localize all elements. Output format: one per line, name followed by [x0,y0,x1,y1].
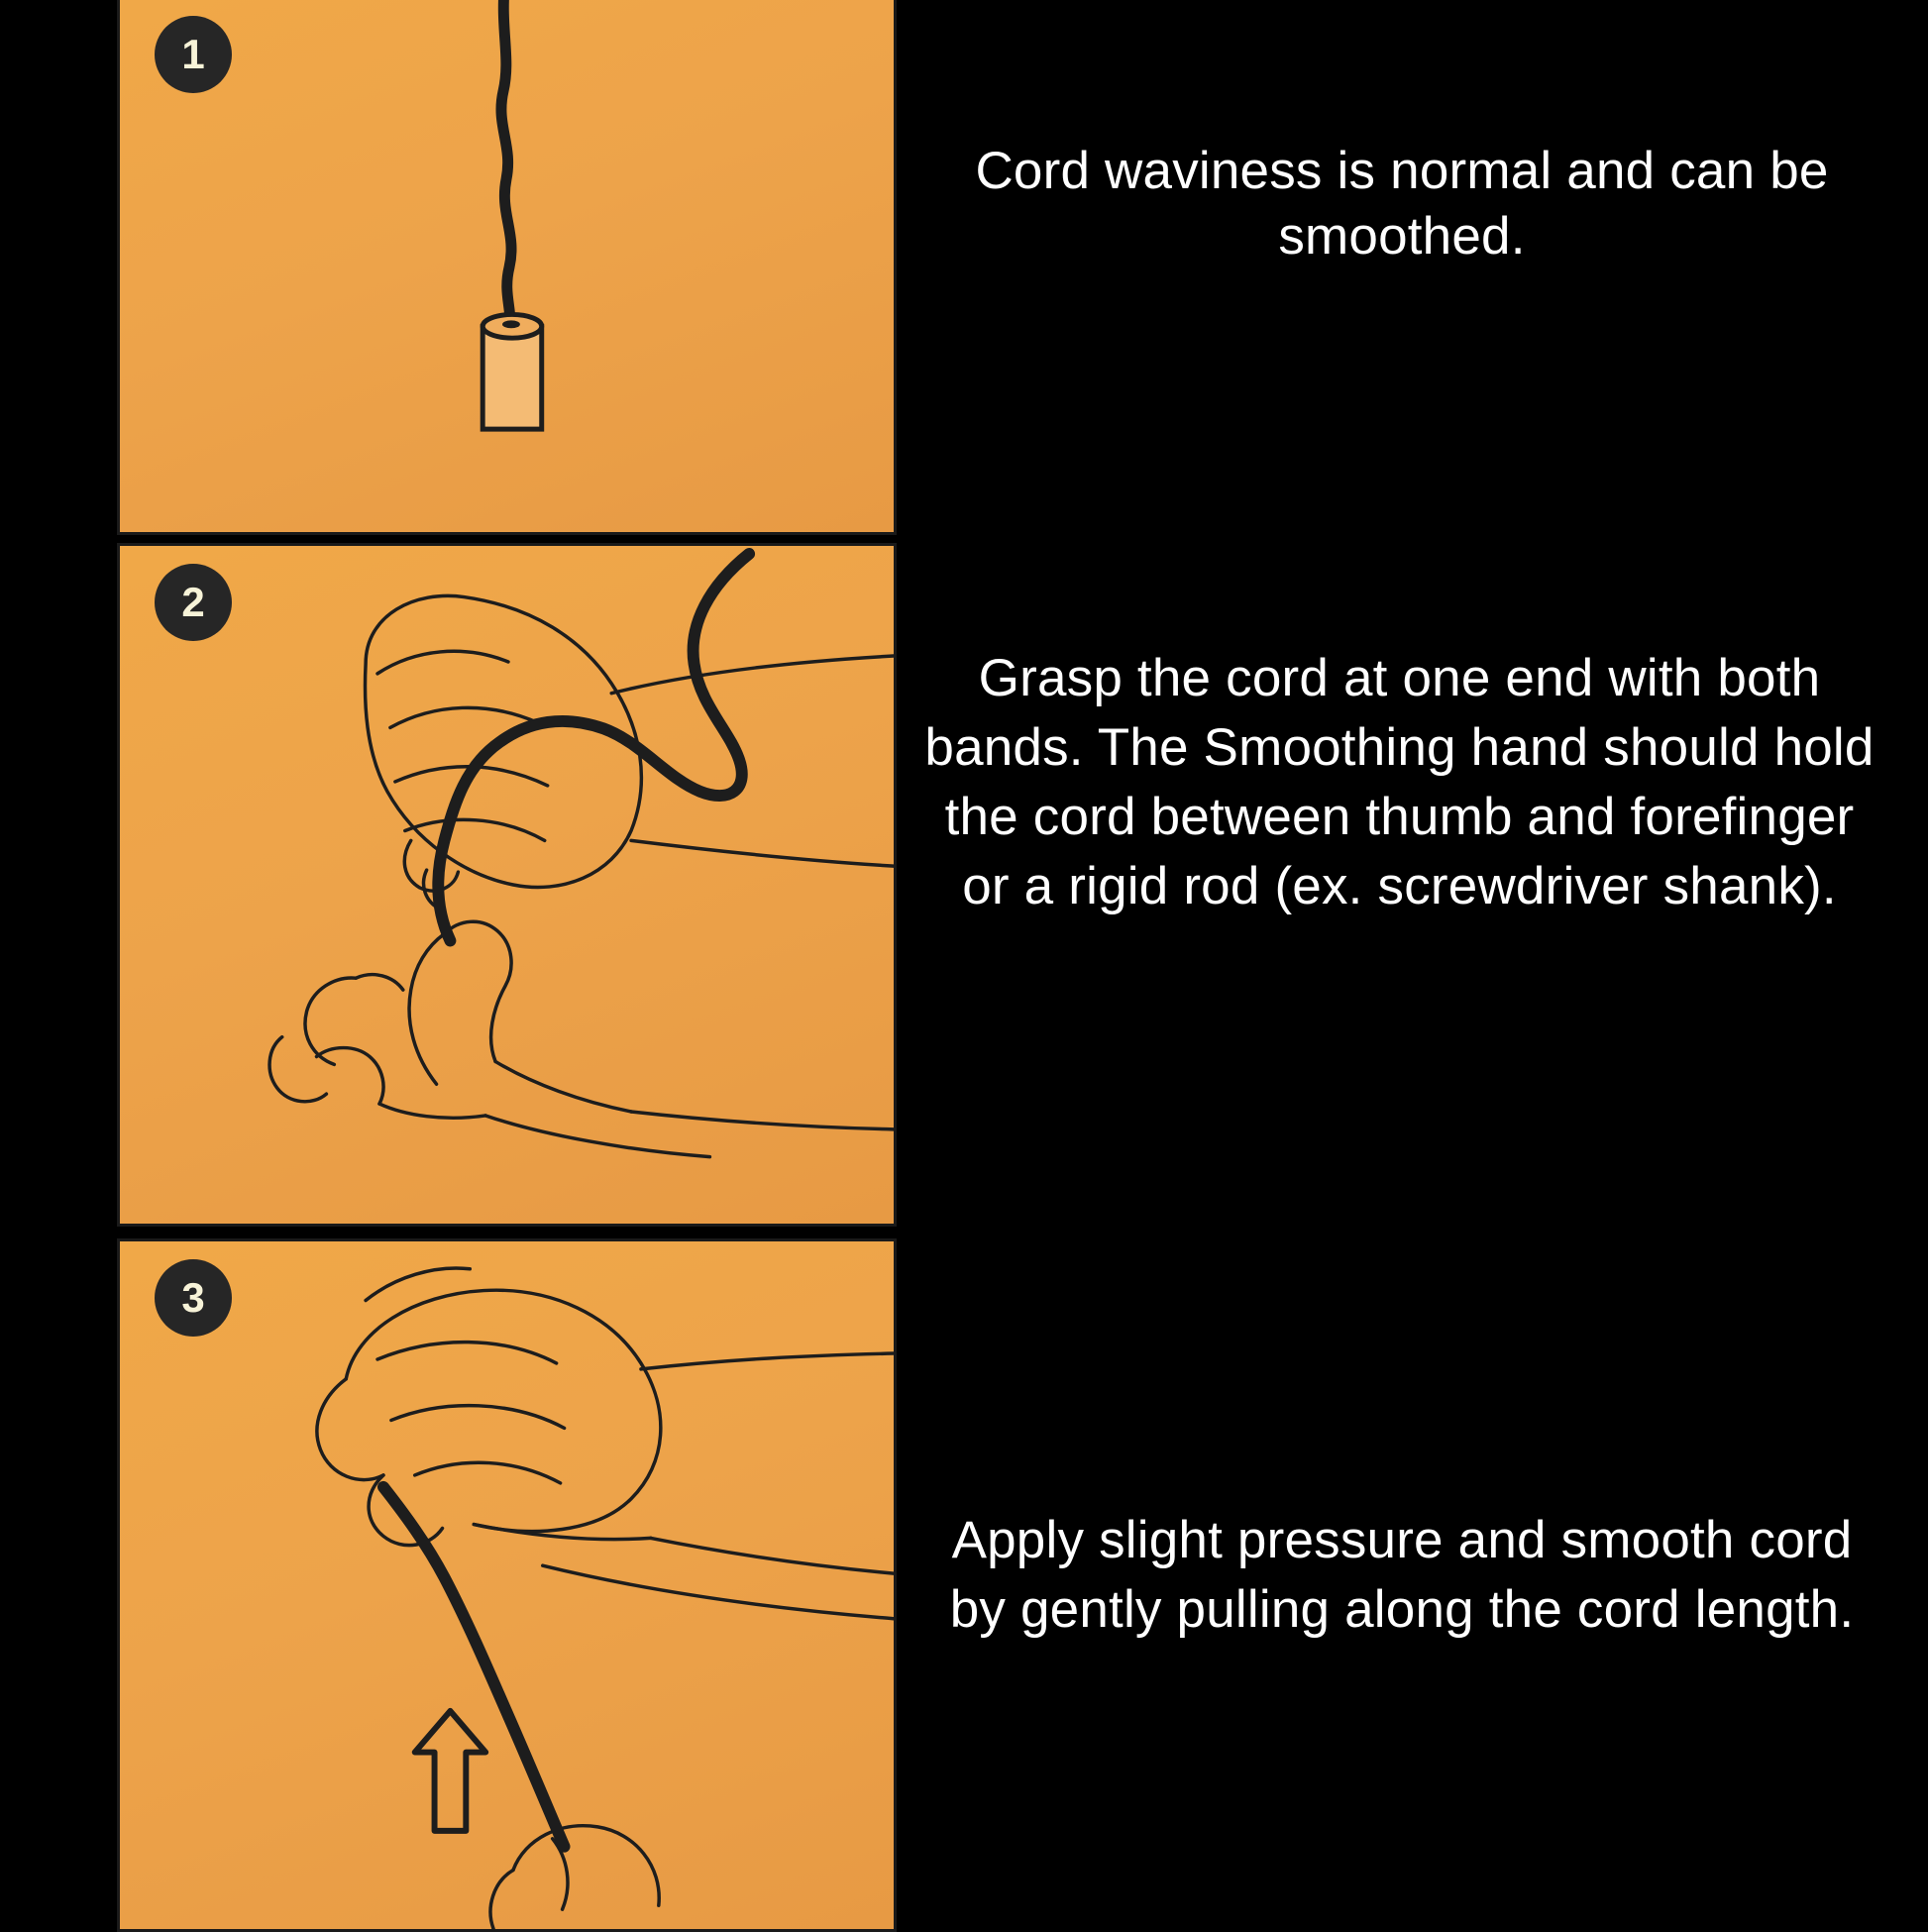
pulling-cord-illustration [120,1241,894,1929]
illustration-column [0,0,897,1928]
step-number-badge: 2 [155,564,232,641]
panel-step-3 [117,1238,897,1932]
panel-step-1 [117,0,897,535]
caption-step-1: Cord waviness is normal and can be smoothed. [975,142,1829,267]
step-number-badge: 1 [155,16,232,93]
caption-column [897,0,1928,1928]
grasping-hands-illustration [120,546,894,1224]
panel-step-2 [117,543,897,1227]
step-number-badge: 3 [155,1259,232,1337]
wavy-cord-illustration [120,0,894,532]
caption-step-3: Apply slight pressure and smooth cord by gently pulling along the cord length. [949,1511,1855,1639]
caption-step-2: Grasp the cord at one end with both bands. The Smoothing hand should hold the cord between thumb and forefinger or a rigid rod (ex. screwdriver shank). [924,649,1874,915]
